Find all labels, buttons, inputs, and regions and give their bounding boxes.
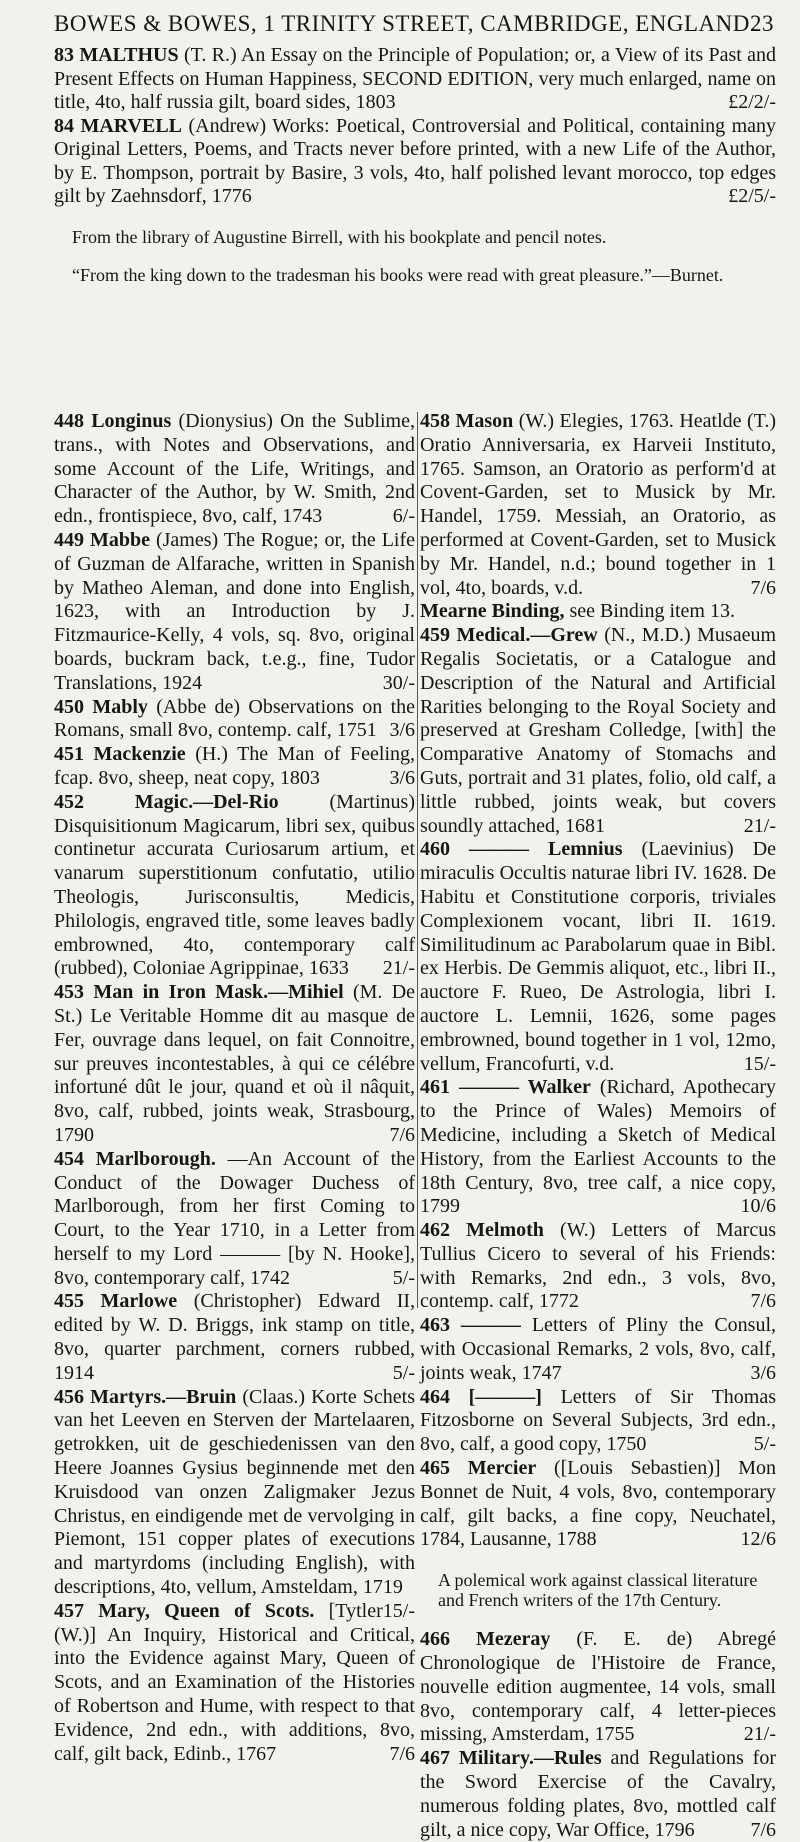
catalogue-entry bbox=[54, 743, 415, 791]
entry-description: (Claas.) Korte Schets van het Leeven en Sterven der Martelaaren, getrokken, uit de geschiedenissen van den Heere Joannes Gysius beginnende met den Kruisdood van onzen Zaligmaker Jezus Christus, en eindigende met de vervolging in Piemont, 151 copper plates of executions and martyrdoms (including English), with descriptions, 4to, vellum, Amsteldam, 1719 bbox=[54, 1385, 416, 1599]
catalogue-entry bbox=[420, 1457, 776, 1552]
entry-author: Medical.—Grew bbox=[456, 624, 598, 647]
entry-number: 463 bbox=[420, 1314, 450, 1337]
entry-description: (Abbe de) Observations on the Romans, small 8vo, contemp. calf, 1751 bbox=[54, 695, 415, 742]
header-title: BOWES & BOWES, 1 TRINITY STREET, CAMBRIDGE, ENGLAND. bbox=[54, 11, 757, 36]
entry-price: 7/6 bbox=[750, 1818, 776, 1841]
catalogue-entry bbox=[54, 1600, 415, 1767]
entry-author: Mezeray bbox=[475, 1628, 551, 1651]
entry-price: 5/- bbox=[392, 1361, 415, 1384]
entry-number: 457 bbox=[54, 1599, 84, 1622]
entry-note: From the library of Augustine Birrell, with his bookplate and pencil notes. bbox=[72, 226, 607, 247]
entry-author: Military.—Rules bbox=[458, 1747, 602, 1770]
entry-description: (Richard, Apothecary to the Prince of Wales) Memoirs of Medicine, including a Sketch of Medical History, from the Earliest Accounts to the 18th Century, 8vo, tree calf, a nice copy, 1799 bbox=[420, 1076, 776, 1218]
entry-price: 7/6 bbox=[389, 1123, 415, 1146]
entry-price: 15/- bbox=[743, 1052, 776, 1075]
entry-author: Mason bbox=[455, 410, 514, 432]
catalogue-entry bbox=[420, 410, 776, 600]
entry-price: 3/6 bbox=[389, 766, 415, 789]
catalogue-entry bbox=[54, 529, 415, 696]
entry-price: 3/6 bbox=[389, 719, 415, 742]
entry-price: £2/5/- bbox=[728, 185, 776, 207]
catalogue-entry bbox=[420, 624, 776, 838]
entry-description: (Andrew) Works: Poetical, Controversial and Political, containing many Original Letters, Poems, and Tracts never before printed, with a new Life of the Author, by E. Thompson, portrait by Basire, 3 vols, 4to, half polished levant morocco, top edges gilt by Zaehnsdorf, 1776 bbox=[54, 114, 777, 207]
entry-author: Mackenzie bbox=[93, 743, 186, 766]
entry-author: Marlowe bbox=[100, 1290, 178, 1313]
entry-author: Marlborough. bbox=[95, 1147, 216, 1170]
entry-number: 467 bbox=[420, 1747, 450, 1770]
entry-author: [———] bbox=[468, 1385, 542, 1408]
entry-price: 3/6 bbox=[750, 1361, 776, 1384]
entry-description: (Martinus) Disquisitionum Magicarum, libri sex, quibus continetur accurata Curiosarum artium, et vanarum superstitionum confutatio, utilio Theologis, Jurisconsultis, Medicis, Philologis, engraved title, some leaves badly embrowned, 4to, contemporary calf (rubbed), Coloniae Agrippinae, 1633 bbox=[54, 790, 415, 980]
catalogue-entry bbox=[420, 1628, 776, 1747]
entry-author: MALTHUS bbox=[79, 44, 179, 66]
entry-description: (James) The Rogue; or, the Life of Guzman de Alfarache, written in Spanish by Matheo Aleman, and done into English, 1623, with an Introduction by J. Fitzmaurice-Kelly, 4 vols, sq. 8vo, original boards, buckram back, t.e.g., fine, Tudor Translations, 1924 bbox=[54, 528, 416, 694]
entry-description: (F. E. de) Abregé Chronologique de l'Histoire de France, nouvelle edition augmentee, 14 vols, small 8vo, contemporary calf, 4 letter-pieces missing, Amsterdam, 1755 bbox=[420, 1628, 776, 1746]
entry-description: ([Louis Sebastien)] Mon Bonnet de Nuit, 4 vols, 8vo, contemporary calf, gilt backs, a fine copy, Neuchatel, 1784, Lausanne, 1788 bbox=[420, 1457, 777, 1551]
column-divider bbox=[417, 412, 418, 1308]
entry-price: 5/- bbox=[753, 1433, 776, 1456]
entry-description: and Regulations for the Sword Exercise of the Cavalry, numerous folding plates, 8vo, mottled calf gilt, a nice copy, War Office, 1796 bbox=[420, 1747, 777, 1841]
entry-author: ——— Lemnius bbox=[469, 838, 623, 861]
entry-description: (Dionysius) On the Sublime, trans., with Notes and Observations, and some Account of the Life, Writings, and Character of the Author, by W. Smith, 2nd edn., frontispiece, 8vo, calf, 1743 bbox=[54, 410, 415, 528]
right-column bbox=[420, 410, 776, 1842]
entry-number: 455 bbox=[54, 1290, 84, 1313]
catalogue-entry bbox=[420, 600, 776, 624]
entry-number: 464 bbox=[420, 1385, 450, 1408]
entry-description: (H.) The Man of Feeling, fcap. 8vo, sheep, neat copy, 1803 bbox=[54, 743, 415, 789]
catalogue-entry bbox=[420, 1076, 776, 1219]
entry-description: [Tytler (W.)] An Inquiry, Historical and Critical, into the Evidence against Mary, Queen of Scots, and an Examination of the Histories of Robertson and Hume, with respect to that Evidence, 2nd edn., with additions, 8vo, calf, gilt back, Edinb., 1767 bbox=[54, 1599, 415, 1765]
entry-description: (T. R.) An Essay on the Principle of Population; or, a View of its Past and Present Effects on Human Happiness, SECOND EDITION, very much enlarged, name on title, 4to, half russia gilt, board sides, 1803 bbox=[54, 44, 777, 113]
entry-quote: “From the king down to the tradesman his books were read with great pleasure.”—Burnet. bbox=[72, 264, 724, 285]
entry-description: (W.) Elegies, 1763. Heatlde (T.) Oratio Anniversaria, ex Harveii Instituto, 1765. Samson, an Oratorio as perform'd at Covent-Garden, set to Musick by Mr. Handel, 1759. Messiah, an Oratorio, as performed at Covent-Garden, set to Musick by Mr. Handel, n.d.; bound together in 1 vol, 4to, boards, v.d. bbox=[420, 410, 777, 599]
entry-description: (W.) Letters of Marcus Tullius Cicero to several of his Friends: with Remarks, 2nd edn., 3 vols, 8vo, contemp. calf, 1772 bbox=[420, 1219, 776, 1313]
left-column bbox=[54, 410, 415, 1766]
entry-price: 15/- bbox=[382, 1599, 415, 1622]
entry-description: see Binding item 13. bbox=[569, 600, 735, 623]
full-width-entries bbox=[54, 44, 776, 303]
entry-number: 461 bbox=[420, 1076, 450, 1099]
entry-author: Martyrs.—Bruin bbox=[90, 1385, 237, 1408]
catalogue-entry bbox=[54, 791, 415, 981]
entry-number: 456 bbox=[54, 1385, 84, 1408]
page-header bbox=[54, 4, 774, 44]
entry-author: Mary, Queen of Scots. bbox=[98, 1599, 315, 1622]
catalogue-entry bbox=[420, 1314, 776, 1385]
entry-author: Mercier bbox=[467, 1457, 537, 1480]
catalogue-entry bbox=[54, 115, 776, 209]
entry-author: Man in Iron Mask.—Mihiel bbox=[93, 981, 344, 1004]
entry-price: 21/- bbox=[382, 957, 415, 980]
entry-note: A polemical work against classical literature and French writers of the 17th Century. bbox=[438, 1570, 758, 1611]
catalogue-entry bbox=[54, 44, 776, 115]
entry-description: Letters of Sir Thomas Fitzosborne on Several Subjects, 3rd edn., 8vo, calf, a good copy, 1750 bbox=[420, 1385, 777, 1456]
entry-price: 7/6 bbox=[750, 576, 776, 599]
entry-price: £2/2/- bbox=[728, 91, 776, 113]
entry-number: 83 bbox=[54, 44, 74, 66]
entry-author: Mably bbox=[92, 695, 148, 718]
entry-author: ——— bbox=[460, 1314, 521, 1337]
entry-number: 449 bbox=[54, 528, 84, 551]
catalogue-entry bbox=[420, 1219, 776, 1314]
entry-author: Longinus bbox=[91, 410, 172, 432]
entry-author: Magic.—Del-Rio bbox=[134, 790, 279, 813]
catalogue-entry bbox=[54, 696, 415, 744]
entry-author: Melmoth bbox=[466, 1219, 544, 1242]
catalogue-entry bbox=[420, 838, 776, 1076]
entry-author: Mabbe bbox=[89, 528, 150, 551]
entry-price: 7/6 bbox=[750, 1290, 776, 1313]
entry-number: 460 bbox=[420, 838, 450, 861]
entry-price: 7/6 bbox=[389, 1742, 415, 1765]
entry-description: —An Account of the Conduct of the Dowager Duchess of Marlborough, from her first Coming to Court, to the Year 1710, in a Letter from herself to my Lord ——— [by N. Hooke], 8vo, contemporary calf, 1742 bbox=[54, 1147, 416, 1289]
entry-number: 84 bbox=[54, 114, 74, 137]
entry-price: 10/6 bbox=[740, 1195, 776, 1218]
catalogue-entry bbox=[54, 1148, 415, 1291]
entry-author: Mearne Binding, bbox=[420, 600, 565, 623]
entry-number: 454 bbox=[54, 1147, 84, 1170]
entry-number: 453 bbox=[54, 981, 84, 1004]
entry-price: 6/- bbox=[392, 505, 415, 528]
catalogue-entry bbox=[420, 1747, 776, 1842]
catalogue-entry bbox=[54, 1290, 415, 1385]
entry-number: 459 bbox=[420, 624, 450, 647]
entry-price: 21/- bbox=[743, 814, 776, 837]
entry-price: 12/6 bbox=[740, 1528, 776, 1551]
entry-description: (N., M.D.) Musaeum Regalis Societatis, or a Catalogue and Description of the Natural and Artificial Rarities belonging to the Royal Society and preserved at Gresham Colledge, [with] the Comparative Anatomy of Stomachs and Guts, portrait and 31 plates, folio, old calf, a little rubbed, joints weak, but covers soundly attached, 1681 bbox=[420, 624, 776, 837]
catalogue-entry bbox=[54, 981, 415, 1148]
entry-description: (M. De St.) Le Veritable Homme dit au masque de Fer, ouvrage dans lequel, on fait Connoitre, sur preuves incontestables, à qui ce célébre infortuné dût le jour, quand et où il nâquit, 8vo, calf, rubbed, joints weak, Strasbourg, 1790 bbox=[54, 981, 416, 1146]
entry-number: 465 bbox=[420, 1457, 450, 1480]
entry-number: 458 bbox=[420, 410, 450, 432]
entry-number: 452 bbox=[54, 790, 84, 813]
catalogue-entry bbox=[420, 1386, 776, 1457]
page-number: 23 bbox=[750, 11, 774, 36]
entry-description: (Christopher) Edward II, edited by W. D. Briggs, ink stamp on title, 8vo, quarter parchment, corners rubbed, 1914 bbox=[54, 1290, 416, 1384]
entry-description: Letters of Pliny the Consul, with Occasional Remarks, 2 vols, 8vo, calf, joints weak, 1747 bbox=[420, 1314, 777, 1384]
catalogue-entry bbox=[54, 410, 415, 529]
entry-number: 451 bbox=[54, 743, 84, 766]
entry-price: 5/- bbox=[392, 1266, 415, 1289]
entry-author: ——— Walker bbox=[458, 1076, 591, 1099]
entry-author: MARVELL bbox=[80, 114, 182, 137]
entry-number: 448 bbox=[54, 410, 84, 432]
entry-number: 466 bbox=[420, 1628, 450, 1651]
entry-number: 450 bbox=[54, 695, 84, 718]
entry-number: 462 bbox=[420, 1219, 450, 1242]
entry-price: 30/- bbox=[382, 671, 415, 694]
entry-price: 21/- bbox=[743, 1723, 776, 1746]
entry-description: (Laevinius) De miraculis Occultis naturae libri IV. 1628. De Habitu et Constitutione corporis, triviales Complexionem vocant, libri II. 1619. Similitudinum ac Parabolarum quae in Bibl. ex Herbis. De Gemmis aliquot, etc., libri II., auctore F. Rueo, De Astrologia, libri I. auctore L. Lemnii, 1626, some pages embrowned, bound together in 1 vol, 12mo, vellum, Francofurti, v.d. bbox=[420, 838, 777, 1075]
